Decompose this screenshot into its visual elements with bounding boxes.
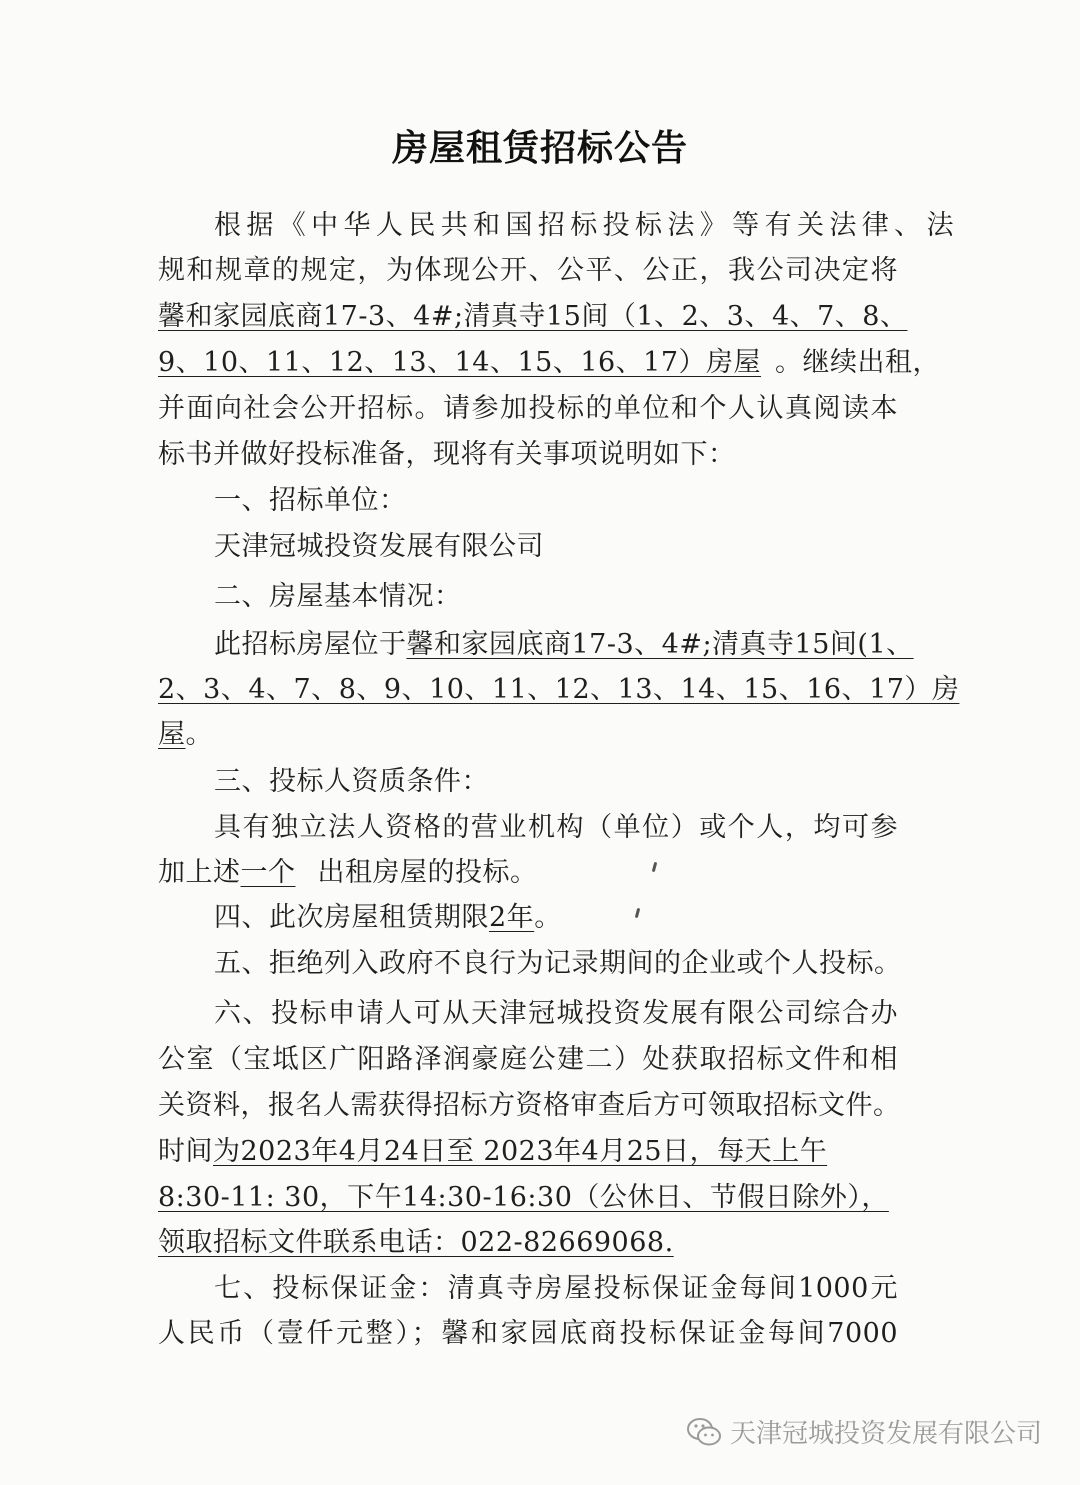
section-2-property-underlined: 馨和家园底商17-3、4#;清真寺15间(1、	[406, 629, 914, 660]
watermark-text: 天津冠城投资发展有限公司	[729, 1419, 1042, 1449]
wechat-icon	[686, 1417, 722, 1447]
section-2-line-1	[214, 625, 954, 665]
intro-line-2: 规和规章的规定，为体现公开、公平、公正，我公司决定将	[158, 255, 898, 286]
pickup-date-underlined: 为2023年4月24日至 2023年4月25日，每天上午	[213, 1136, 828, 1167]
intro-line-6: 标书并做好投标准备，现将有关事项说明如下：	[158, 439, 736, 470]
lease-term-underlined: 2年	[489, 902, 535, 933]
section-6-line-1: 六、投标申请人可从天津冠城投资发展有限公司综合办	[214, 998, 898, 1029]
watermark	[686, 1413, 1042, 1450]
section-3-line-2-rest: 出租房屋的投标。	[317, 857, 538, 888]
section-6-line-3: 关资料，报名人需获得招标方资格审查后方可领取招标文件。	[158, 1090, 901, 1121]
section-1-body: 天津冠城投资发展有限公司	[214, 531, 544, 562]
section-7-line-1: 七、投标保证金：清真寺房屋投标保证金每间1000元	[214, 1273, 898, 1304]
section-3-count-underlined: 一个	[240, 857, 296, 888]
section-3-heading: 三、投标人资质条件：	[214, 766, 489, 797]
intro-line-1: 根据《中华人民共和国招标投标法》等有关法律、法	[214, 210, 954, 241]
intro-line-4	[158, 343, 941, 383]
section-2-line-2: 2、3、4、7、8、9、10、11、12、13、14、15、16、17）房	[158, 674, 960, 705]
section-6-line-5: 8:30-11: 30，下午14:30-16:30（公休日、节假日除外），	[158, 1182, 889, 1213]
section-2-line-3-rest: 。	[185, 719, 213, 750]
section-7-line-2: 人民币（壹仟元整）；馨和家园底商投标保证金每间7000	[158, 1318, 898, 1349]
section-3-line-2-pre: 加上述	[158, 857, 241, 888]
property-list-underlined: 9、10、11、12、13、14、15、16、17）房屋	[158, 347, 762, 378]
section-6-line-4-pre: 时间	[158, 1136, 213, 1167]
intro-line-3: 馨和家园底商17-3、4#;清真寺15间（1、2、3、4、7、8、	[158, 301, 908, 332]
section-4-line	[214, 898, 954, 938]
section-4-pre: 四、此次房屋租赁期限	[214, 902, 489, 933]
section-6-line-6: 领取招标文件联系电话：022-82669068.	[158, 1227, 674, 1258]
section-2-line-1-pre: 此招标房屋位于	[214, 629, 407, 660]
section-2-line-3	[158, 715, 898, 755]
section-4-rest: 。	[534, 902, 562, 933]
intro-line-5: 并面向社会公开招标。请参加投标的单位和个人认真阅读本	[158, 393, 898, 424]
section-6-line-2: 公室（宝坻区广阳路泽润豪庭公建二）处获取招标文件和相	[158, 1044, 898, 1075]
intro-line-4-rest: 。继续出租，	[775, 347, 941, 378]
section-3-line-1: 具有独立法人资格的营业机构（单位）或个人，均可参	[214, 812, 898, 843]
section-2-line-3-underlined: 屋	[158, 719, 186, 750]
section-2-heading: 二、房屋基本情况：	[214, 581, 462, 612]
page-title: 房屋租赁招标公告	[391, 128, 688, 169]
section-3-line-2	[158, 853, 898, 893]
section-1-heading: 一、招标单位：	[214, 485, 407, 516]
section-6-line-4	[158, 1132, 898, 1172]
section-5-line: 五、拒绝列入政府不良行为记录期间的企业或个人投标。	[214, 948, 902, 979]
